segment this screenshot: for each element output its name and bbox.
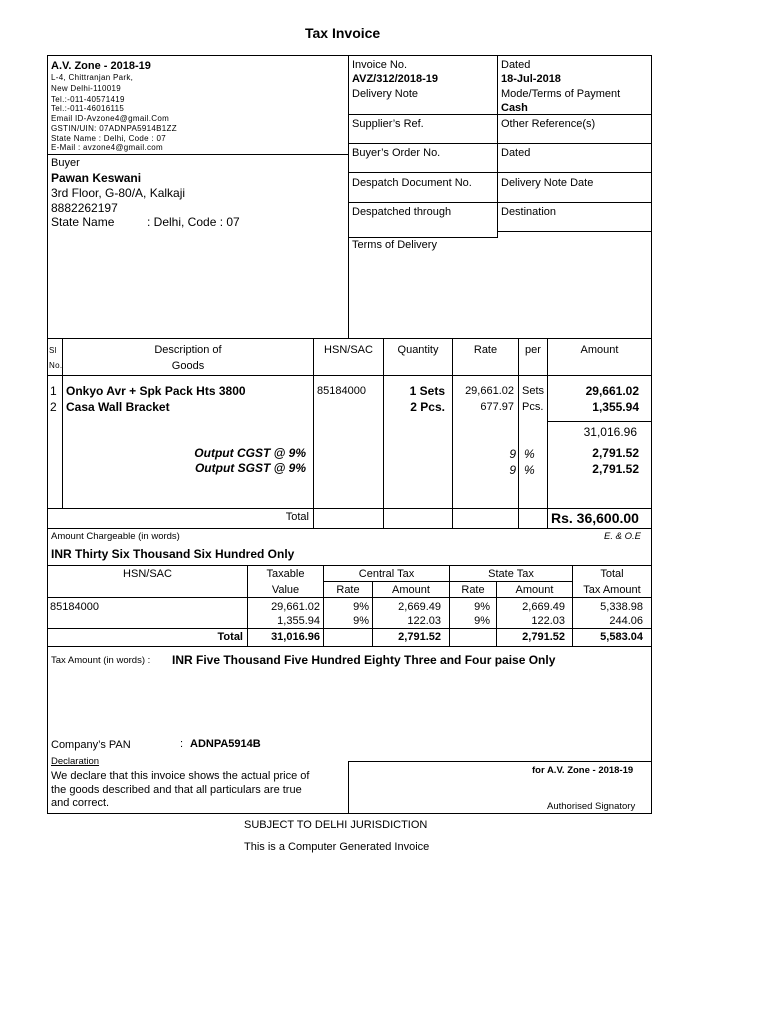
computer-generated-note: This is a Computer Generated Invoice [244, 841, 430, 853]
tax-line-amount: 2,791.52 [592, 462, 639, 476]
tax-row-state-amount: 122.03 [531, 615, 565, 627]
tax-total-label: Total [217, 631, 243, 643]
item-description: Casa Wall Bracket [66, 400, 170, 414]
amount-words-label: Amount Chargeable (in words) [51, 531, 180, 542]
tax-row-taxable: 1,355.94 [277, 615, 320, 627]
seller-state: State Name : Delhi, Code : 07 [51, 134, 166, 143]
buyer-name: Pawan Keswani [51, 171, 142, 185]
col-hsn: HSN/SAC [324, 344, 373, 356]
tax-line-per: % [524, 447, 535, 461]
tax-row-central-rate: 9% [353, 601, 369, 613]
col-desc-goods: Goods [171, 360, 205, 372]
tax-line-amount: 2,791.52 [592, 446, 639, 460]
buyer-phone: 8882262197 [51, 201, 118, 215]
tax-words-label: Tax Amount (in words) : [51, 655, 151, 666]
tax-col-total-amount: Tax Amount [583, 584, 641, 596]
item-per: Sets [522, 385, 545, 397]
tax-row-taxable: 29,661.02 [271, 601, 320, 613]
eoe-note: E. & O.E [604, 531, 641, 542]
item-sl: 2 [50, 400, 57, 414]
col-qty: Quantity [397, 344, 439, 356]
tax-line-label: Output SGST @ 9% [194, 461, 306, 475]
col-desc: Description of [154, 344, 222, 356]
col-sl-no: No. [49, 361, 63, 370]
despatched-through-label: Despatched through [352, 206, 452, 218]
terms-label: Terms of Delivery [352, 239, 437, 251]
jurisdiction-note: SUBJECT TO DELHI JURISDICTION [244, 819, 428, 831]
pan-separator: : [180, 738, 184, 750]
item-amount: 1,355.94 [592, 400, 639, 414]
seller-email: Email ID-Avzone4@gmail.Com [51, 114, 170, 123]
for-company: for A.V. Zone - 2018-19 [532, 765, 634, 776]
tax-total-central: 2,791.52 [398, 631, 441, 643]
declaration-label: Declaration [51, 756, 100, 767]
tax-total-taxable: 31,016.96 [271, 631, 320, 643]
col-per: per [525, 344, 541, 356]
payment-mode: Cash [501, 102, 528, 114]
buyer-address: 3rd Floor, G-80/A, Kalkaji [51, 186, 186, 200]
seller-phone: Tel.:-011-40571419 [51, 95, 125, 104]
tax-line-per: % [524, 463, 535, 477]
seller-name: A.V. Zone - 2018-19 [51, 60, 151, 72]
pan-label: Company’s PAN [51, 739, 131, 751]
declaration-line: and correct. [51, 797, 110, 809]
subtotal-amount: 31,016.96 [583, 425, 637, 439]
central-amount-header: Amount [392, 584, 430, 596]
item-qty: 1 Sets [409, 384, 445, 398]
tax-line-rate: 9 [509, 447, 516, 461]
seller-address-line: L-4, Chittranjan Park, [51, 73, 134, 82]
tax-row-total: 5,338.98 [600, 601, 643, 613]
tax-row-central-amount: 2,669.49 [398, 601, 441, 613]
tax-row-hsn: 85184000 [50, 601, 99, 613]
item-qty: 2 Pcs. [410, 400, 445, 414]
dated-label: Dated [501, 59, 531, 71]
tax-row-total: 244.06 [609, 615, 643, 627]
tax-row-state-rate: 9% [474, 601, 490, 613]
buyer-state-value: : Delhi, Code : 07 [147, 215, 240, 229]
item-hsn: 85184000 [317, 385, 366, 397]
tax-col-taxable: Taxable [266, 568, 305, 580]
buyer-label: Buyer [51, 157, 80, 169]
tax-line-rate: 9 [509, 463, 516, 477]
tax-in-words: INR Five Thousand Five Hundred Eighty Three and Four paise Only [172, 653, 556, 667]
item-description: Onkyo Avr + Spk Pack Hts 3800 [66, 384, 246, 398]
seller-email-2: E-Mail : avzone4@gmail.com [51, 143, 163, 152]
delivery-note-label: Delivery Note [352, 88, 419, 100]
item-sl: 1 [50, 384, 57, 398]
col-sl: Sl [49, 346, 57, 355]
order-dated-label: Dated [501, 147, 531, 159]
page-title: Tax Invoice [305, 25, 381, 41]
state-rate-header: Rate [461, 584, 485, 596]
declaration-line: the goods described and that all particulars are true [51, 784, 302, 796]
buyer-order-label: Buyer’s Order No. [352, 147, 441, 159]
authorised-signatory: Authorised Signatory [547, 801, 636, 812]
invoice-no-label: Invoice No. [352, 59, 408, 71]
item-per: Pcs. [522, 401, 544, 413]
tax-row-central-rate: 9% [353, 615, 369, 627]
seller-phone: Tel.:-011-46016115 [51, 104, 125, 113]
delivery-date-label: Delivery Note Date [501, 177, 594, 189]
item-rate: 677.97 [480, 401, 514, 413]
invoice-date: 18-Jul-2018 [501, 73, 561, 85]
tax-col-taxable-value: Value [271, 584, 300, 596]
tax-row-central-amount: 122.03 [407, 615, 441, 627]
destination-label: Destination [501, 206, 557, 218]
supplier-ref-label: Supplier’s Ref. [352, 118, 424, 130]
other-ref-label: Other Reference(s) [501, 118, 596, 130]
tax-line-label: Output CGST @ 9% [194, 446, 306, 460]
item-rate: 29,661.02 [465, 385, 514, 397]
tax-col-central: Central Tax [358, 568, 415, 580]
tax-col-hsn: HSN/SAC [123, 568, 172, 580]
tax-col-total: Total [600, 568, 624, 580]
state-amount-header: Amount [515, 584, 554, 596]
seller-address-line: New Delhi-110019 [51, 84, 122, 93]
tax-total-state: 2,791.52 [522, 631, 565, 643]
item-amount: 29,661.02 [585, 384, 639, 398]
tax-total-amount: 5,583.04 [600, 631, 643, 643]
tax-row-state-amount: 2,669.49 [522, 601, 565, 613]
invoice-no: AVZ/312/2018-19 [352, 73, 439, 85]
amount-in-words: INR Thirty Six Thousand Six Hundred Only [51, 547, 295, 561]
col-amount: Amount [580, 344, 619, 356]
declaration-line: We declare that this invoice shows the actual price of [51, 770, 310, 782]
pan-value: ADNPA5914B [190, 738, 261, 750]
seller-gstin: GSTIN/UIN: 07ADNPA5914B1ZZ [51, 124, 177, 133]
tax-row-state-rate: 9% [474, 615, 490, 627]
tax-col-state: State Tax [488, 568, 534, 580]
col-rate: Rate [473, 344, 498, 356]
total-label: Total [285, 511, 309, 523]
grand-total: Rs. 36,600.00 [551, 510, 639, 526]
buyer-state-label: State Name [51, 215, 115, 229]
payment-mode-label: Mode/Terms of Payment [501, 88, 621, 100]
despatch-doc-label: Despatch Document No. [352, 177, 472, 189]
central-rate-header: Rate [336, 584, 360, 596]
